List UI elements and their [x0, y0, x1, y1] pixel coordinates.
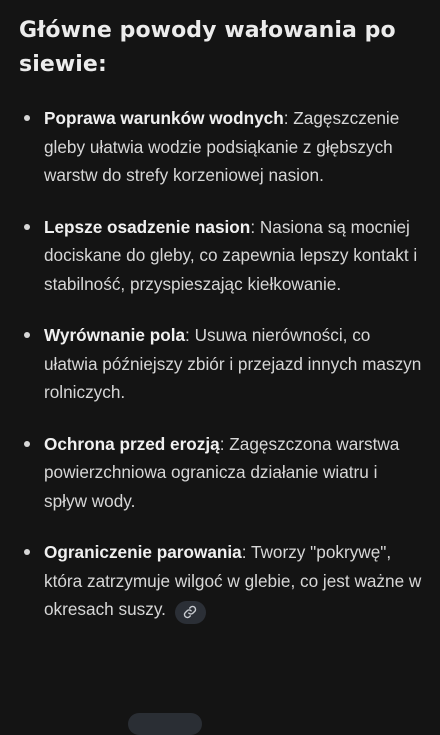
- item-title: Poprawa warunków wodnych: [44, 108, 284, 128]
- response-heading: Główne powody wałowania po siewie:: [19, 18, 396, 77]
- item-title: Ograniczenie parowania: [44, 542, 242, 562]
- link-icon: [183, 605, 197, 619]
- list-item: [19, 538, 424, 624]
- list-item: [19, 430, 424, 516]
- reasons-list: [19, 104, 424, 624]
- list-item: [19, 213, 424, 299]
- item-title: Lepsze osadzenie nasion: [44, 216, 251, 237]
- item-text: : Usuwa nierówności, co ułatwia późniejszy zbiór i przejazd innych maszyn rolniczych.: [44, 325, 422, 402]
- bullet-icon: [24, 115, 30, 121]
- item-text: : Nasiona są mocniej dociskane do gleby, co zapewnia lepszy kontakt i stabilność, przyspieszając kiełkowanie.: [44, 216, 418, 294]
- item-text: : Tworzy "pokrywę", która zatrzymuje wilgoć w glebie, co jest ważne w okresach suszy.: [44, 542, 422, 619]
- list-item: [19, 104, 424, 190]
- list-item: [19, 321, 424, 407]
- item-text: : Zagęszczenie gleby ułatwia wodzie podsiąkanie z głębszych warstw do strefy korzeniowej nasion.: [44, 108, 400, 185]
- item-text: : Zagęszczona warstwa powierzchniowa ogranicza działanie wiatru i spływ wody.: [44, 433, 400, 511]
- source-link-button[interactable]: [175, 601, 206, 624]
- response-content: [19, 14, 424, 624]
- item-title: Ochrona przed erozją: [44, 433, 220, 454]
- bullet-icon: [24, 224, 30, 230]
- bullet-icon: [24, 549, 30, 555]
- scroll-to-bottom-button[interactable]: [128, 713, 202, 735]
- bullet-icon: [24, 332, 30, 338]
- item-title: Wyrównanie pola: [44, 325, 186, 345]
- bullet-icon: [24, 441, 30, 447]
